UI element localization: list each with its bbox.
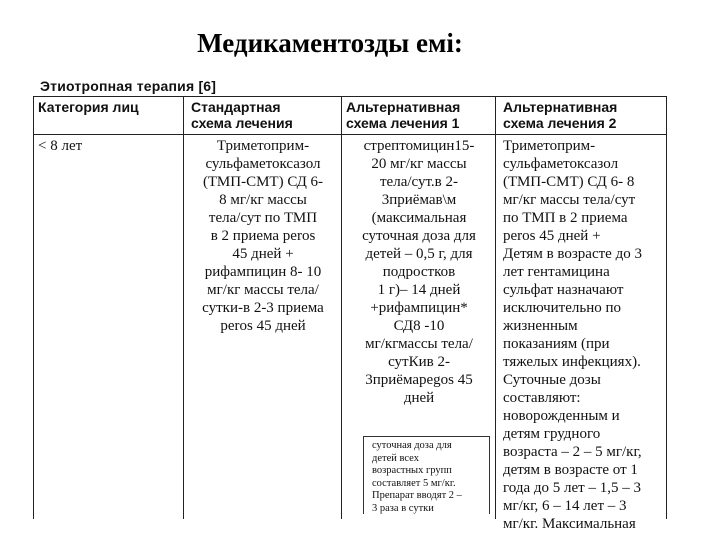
cell-line: (ТМП-СМТ) СД 6- [202,174,324,190]
cell-line: возраста – 2 – 5 мг/кг, [503,444,642,460]
cell-line: сульфаметоксазол [503,156,619,172]
cell-line: сутКив 2- [388,354,450,370]
col-divider-2 [341,96,342,519]
header-alt-scheme-2 [503,99,663,131]
cell-line: рифампицин 8- 10 [204,264,322,280]
cell-alt-scheme-1 [343,137,495,407]
cell-line: сульфаметоксазол [205,156,321,172]
cell-line: подростков [382,264,456,280]
header-line: Альтернативная [346,99,461,115]
cell-line: мг/кг, 6 – 14 лет – 3 [503,498,627,514]
cell-line: Детям в возрасте до 3 [503,246,642,262]
cell-line: суточная доза для [372,440,452,451]
cell-line: дней [403,390,435,406]
cell-standard-scheme [185,137,341,335]
cell-line: сульфат назначают [503,282,624,298]
cell-line: 20 мг/кг массы [371,156,467,172]
col-divider-3 [495,96,496,519]
cell-line: 3 раза в сутки [372,502,434,514]
cell-line: мг/кг массы тела/ [207,282,319,298]
col-divider-4 [666,96,667,519]
cell-line: 1 г)– 14 дней [377,282,461,298]
cell-line: (максимальная [371,210,467,226]
cell-alt-scheme-2 [503,137,665,533]
cell-line: тяжелых инфекциях). [503,354,641,370]
cell-line: суточная доза для [362,228,476,244]
header-line: схема лечения 2 [503,115,617,131]
col-divider-1 [183,96,184,519]
cell-line: Триметоприм- [503,138,596,154]
header-line: Альтернативная [503,99,618,115]
cell-line: +рифампицин* [370,300,468,316]
cell-line: возрастных групп [372,465,452,476]
cell-line: года до 5 лет – 1,5 – 3 [503,480,641,496]
dosage-note-box [363,436,490,514]
cell-line: 3приёмареgos 45 [365,372,473,388]
cell-line: в 2 приема peros [210,228,316,244]
cell-line: по ТМП в 2 приема [503,210,628,226]
cell-line: 3приёмав\м [381,192,457,208]
cell-line: детей всех [372,452,419,464]
table-top-border [33,96,667,97]
cell-line: детям грудного [503,426,601,442]
header-line: Стандартная [191,99,281,115]
header-line: схема лечения 1 [346,115,460,131]
cell-line: составляют: [503,390,581,406]
cell-line: новорожденным и [503,408,620,424]
table-caption: Этиотропная терапия [6] [40,78,217,94]
header-line: Категория лиц [38,99,139,115]
cell-line: детям в возрасте от 1 [503,462,638,478]
therapy-table [33,94,668,532]
header-category [38,99,178,115]
header-standard-scheme [191,99,339,131]
cell-line: жизненным [503,318,578,334]
cell-line: СД8 -10 [393,318,445,334]
cell-line: сутки-в 2-3 приема [202,300,324,316]
cell-line: тела/сут.в 2- [380,174,458,190]
cell-line: < 8 лет [38,138,83,154]
cell-line: тела/сут по ТМП [208,210,318,226]
cell-line: 45 дней + [232,246,294,262]
cell-line: лет гентамицина [503,264,610,280]
header-alt-scheme-1 [346,99,494,131]
cell-line: мг/кг массы тела/сут [503,192,636,208]
cell-line: peros 45 дней [220,318,306,334]
cell-line: Триметоприм- [216,138,310,154]
cell-line: peros 45 дней + [503,228,601,244]
cell-line: Суточные дозы [503,372,601,388]
cell-line: стрептомицин15- [363,138,475,154]
cell-line: исключительно по [503,300,622,316]
cell-line: 8 мг/кг массы [219,192,307,208]
header-bottom-border [33,134,667,135]
cell-line: мг/кг. Максимальная [503,516,636,532]
header-line: схема лечения [191,115,293,131]
cell-category [38,137,178,155]
cell-line: показаниям (при [503,336,610,352]
col-divider-0 [33,96,34,519]
cell-line: Препарат вводят 2 – [372,490,462,501]
cell-line: составляет 5 мг/кг. [372,477,456,489]
slide-title: Медикаментозды емі: [197,28,463,58]
cell-line: детей – 0,5 г, для [365,246,473,262]
cell-line: мг/кгмассы тела/ [365,336,473,352]
cell-line: (ТМП-СМТ) СД 6- 8 [503,174,635,190]
